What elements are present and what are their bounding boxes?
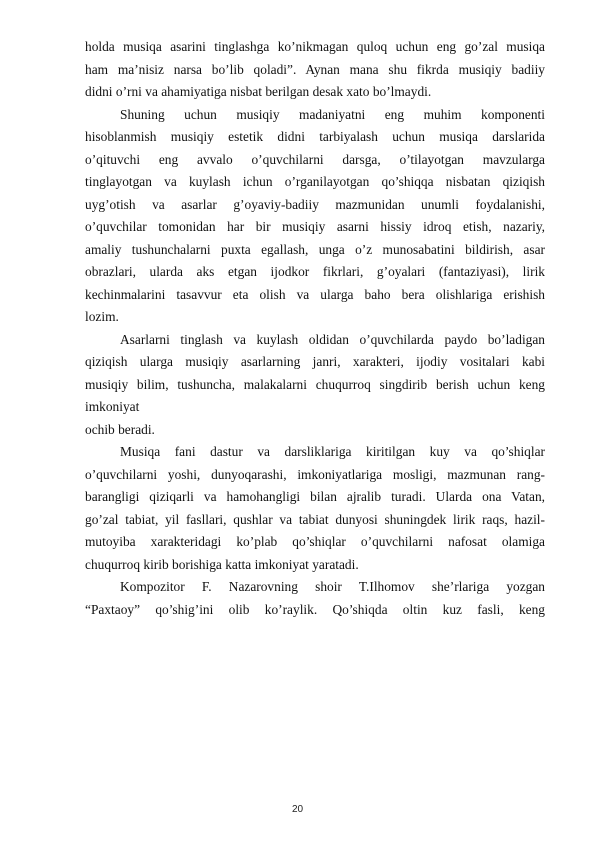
text-line: amaliy tushunchalarni puxta egallash, unga o’z munosabatini bildirish, asar: [85, 241, 545, 257]
paragraph: [85, 104, 545, 329]
text-line: ochib beradi.: [85, 421, 155, 437]
text-line: “Paxtaoy” qo’shig’ini olib ko’raylik. Qo’shiqda oltin kuz fasli, keng: [85, 601, 545, 617]
text-line: tinglayotgan va kuylash ichun o’rganilayotgan qo’shiqqa nisbatan qiziqish: [85, 174, 545, 189]
text-line: Shuning uchun musiqiy madaniyatni eng muhim komponenti: [120, 106, 545, 122]
text-line: barangligi qiziqarli va hamohangligi bilan ajralib turadi. Ularda ona Vatan,: [85, 489, 545, 504]
text-line: Musiqa fani dastur va darsliklariga kiritilgan kuy va qo’shiqlar: [120, 444, 545, 459]
text-line: kechinmalarini tasavvur eta olish va ularga baho bera olishlariga erishish: [85, 286, 545, 302]
text-line: mutoyiba xarakteridagi ko’plab qo’shiqlar o’quvchilarni nafosat olamiga: [85, 534, 545, 549]
page-number: 20: [291, 804, 304, 815]
text-line: imkoniyat: [85, 399, 140, 414]
text-line: ham ma’nisiz narsa bo’lib qoladi”. Aynan mana shu fikrda musiqiy badiiy: [85, 61, 545, 77]
text-line: o’quvchilarni yoshi, dunyoqarashi, imkoniyatlariga mosligi, mazmunan rang-: [85, 466, 545, 482]
text-line: lozim.: [85, 309, 119, 324]
text-line: musiqiy bilim, tushuncha, malakalarni chuqurroq singdirib berish uchun keng: [85, 376, 545, 392]
paragraph: [85, 36, 545, 104]
text-line: qiziqish ularga musiqiy asarlarning janri, xarakteri, ijodiy vositalari kabi: [85, 354, 545, 369]
paragraph: [85, 329, 545, 442]
text-line: uyg’otish va asarlar g’oyaviy-badiiy mazmunidan unumli foydalanishi,: [85, 196, 545, 212]
text-line: didni o’rni va ahamiyatiga nisbat berilgan desak xato bo’lmaydi.: [85, 84, 432, 99]
text-line: chuqurroq kirib borishiga katta imkoniyat yaratadi.: [85, 556, 359, 572]
paragraph: [85, 441, 545, 576]
text-line: holda musiqa asarini tinglashga ko’nikmagan quloq uchun eng go’zal musiqa: [85, 39, 545, 54]
document-body: [85, 36, 545, 621]
text-line: obrazlari, ularda aks etgan ijodkor fikrlari, g’oyalari (fantaziyasi), lirik: [85, 264, 545, 279]
paragraph: [85, 576, 545, 621]
text-line: hisoblanmish musiqiy estetik didni tarbiyalash uchun musiqa darslarida: [85, 129, 545, 144]
text-line: Asarlarni tinglash va kuylash oldidan o’quvchilarda paydo bo’ladigan: [120, 331, 545, 347]
text-line: o’qituvchi eng avvalo o’quvchilarni darsga, o’tilayotgan mavzularga: [85, 151, 545, 167]
text-line: Kompozitor F. Nazarovning shoir T.Ilhomov she’rlariga yozgan: [120, 579, 545, 594]
text-line: go’zal tabiat, yil fasllari, qushlar va tabiat dunyosi shuningdek lirik raqs, hazil-: [85, 511, 545, 527]
text-line: o’quvchilar tomonidan har bir musiqiy asarni hissiy idroq etish, nazariy,: [85, 219, 545, 234]
